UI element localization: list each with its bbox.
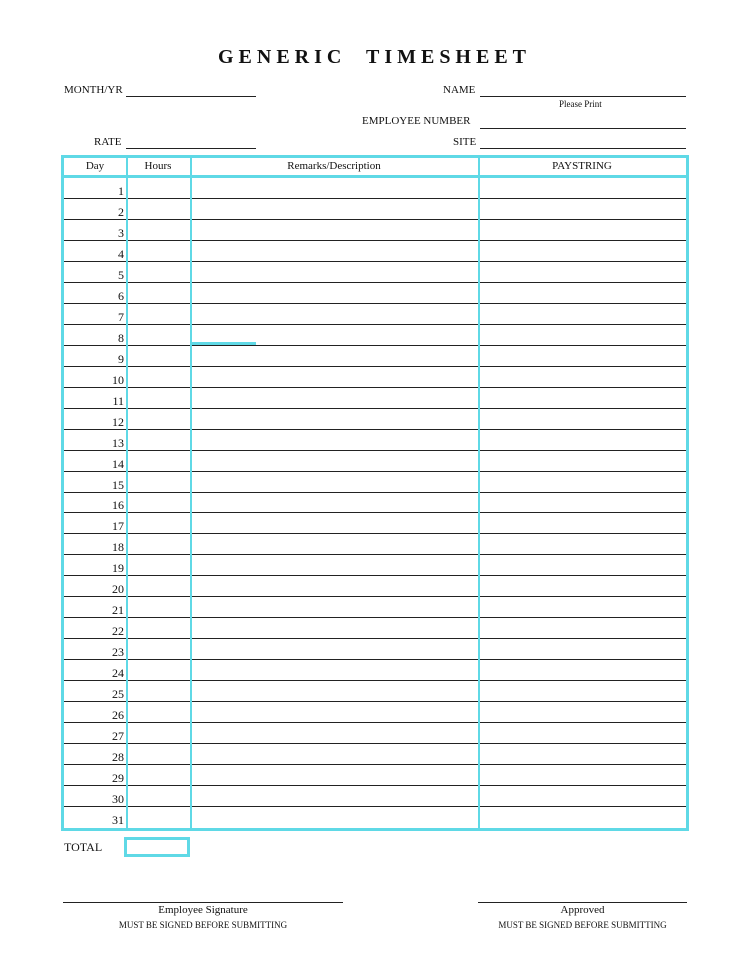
day-number: 16 bbox=[112, 498, 124, 513]
remarks-cell[interactable] bbox=[190, 513, 478, 533]
hours-cell[interactable] bbox=[126, 472, 190, 492]
approved-signature-line[interactable] bbox=[478, 902, 687, 903]
column-header-day: Day bbox=[85, 160, 105, 172]
remarks-cell[interactable] bbox=[190, 283, 478, 303]
table-row bbox=[64, 304, 686, 325]
paystring-cell[interactable] bbox=[478, 367, 686, 387]
remarks-cell[interactable] bbox=[190, 388, 478, 408]
day-number: 3 bbox=[118, 225, 124, 240]
hours-cell[interactable] bbox=[126, 744, 190, 764]
day-number: 24 bbox=[112, 666, 124, 681]
day-number: 26 bbox=[112, 708, 124, 723]
remarks-cell[interactable] bbox=[190, 639, 478, 659]
day-number: 25 bbox=[112, 687, 124, 702]
table-row bbox=[64, 660, 686, 681]
total-label: TOTAL bbox=[64, 840, 103, 854]
day-number: 17 bbox=[112, 519, 124, 534]
hours-cell[interactable] bbox=[126, 786, 190, 806]
table-header bbox=[64, 158, 686, 178]
day-number: 14 bbox=[112, 456, 124, 471]
hours-cell[interactable] bbox=[126, 660, 190, 680]
column-header-remarks: Remarks/Description bbox=[287, 160, 381, 172]
hours-cell[interactable] bbox=[126, 723, 190, 743]
hours-cell[interactable] bbox=[126, 807, 190, 828]
accent-mark bbox=[192, 342, 256, 345]
remarks-cell[interactable] bbox=[190, 786, 478, 806]
day-number: 21 bbox=[112, 603, 124, 618]
paystring-cell[interactable] bbox=[478, 597, 686, 617]
paystring-cell[interactable] bbox=[478, 430, 686, 450]
hours-cell[interactable] bbox=[126, 702, 190, 722]
table-row bbox=[64, 681, 686, 702]
employee-signature-line[interactable] bbox=[63, 902, 343, 903]
hours-cell[interactable] bbox=[126, 555, 190, 575]
name-label: NAME bbox=[443, 84, 476, 96]
hours-cell[interactable] bbox=[126, 597, 190, 617]
month-yr-label: MONTH/YR bbox=[64, 84, 123, 96]
site-label: SITE bbox=[453, 136, 477, 148]
approved-note: MUST BE SIGNED BEFORE SUBMITTING bbox=[498, 920, 667, 930]
table-row bbox=[64, 744, 686, 765]
remarks-cell[interactable] bbox=[190, 660, 478, 680]
rate-label: RATE bbox=[94, 136, 122, 148]
remarks-cell[interactable] bbox=[190, 451, 478, 471]
day-number: 15 bbox=[112, 477, 124, 492]
hours-cell[interactable] bbox=[126, 388, 190, 408]
day-number: 2 bbox=[118, 204, 124, 219]
table-row bbox=[64, 283, 686, 304]
remarks-cell[interactable] bbox=[190, 576, 478, 596]
paystring-cell[interactable] bbox=[478, 409, 686, 429]
day-number: 5 bbox=[118, 267, 124, 282]
paystring-cell[interactable] bbox=[478, 807, 686, 828]
day-number: 22 bbox=[112, 624, 124, 639]
column-header-paystring: PAYSTRING bbox=[552, 160, 612, 172]
remarks-cell[interactable] bbox=[190, 430, 478, 450]
table-row bbox=[64, 807, 686, 828]
day-number: 28 bbox=[112, 750, 124, 765]
paystring-cell[interactable] bbox=[478, 513, 686, 533]
table-row bbox=[64, 199, 686, 220]
remarks-cell[interactable] bbox=[190, 220, 478, 240]
table-row bbox=[64, 639, 686, 660]
table-row bbox=[64, 534, 686, 555]
paystring-cell[interactable] bbox=[478, 639, 686, 659]
remarks-cell[interactable] bbox=[190, 346, 478, 366]
day-number: 31 bbox=[112, 812, 124, 827]
remarks-cell[interactable] bbox=[190, 681, 478, 701]
hours-cell[interactable] bbox=[126, 513, 190, 533]
paystring-cell[interactable] bbox=[478, 388, 686, 408]
remarks-cell[interactable] bbox=[190, 262, 478, 282]
hours-cell[interactable] bbox=[126, 765, 190, 785]
hours-cell[interactable] bbox=[126, 618, 190, 638]
hours-cell[interactable] bbox=[126, 262, 190, 282]
paystring-cell[interactable] bbox=[478, 241, 686, 261]
day-number: 8 bbox=[118, 330, 124, 345]
remarks-cell[interactable] bbox=[190, 555, 478, 575]
remarks-cell[interactable] bbox=[190, 618, 478, 638]
paystring-cell[interactable] bbox=[478, 765, 686, 785]
table-row bbox=[64, 262, 686, 283]
table-row bbox=[64, 325, 686, 346]
table-row bbox=[64, 409, 686, 430]
please-print-note: Please Print bbox=[559, 99, 602, 109]
day-number: 20 bbox=[112, 582, 124, 597]
remarks-cell[interactable] bbox=[190, 702, 478, 722]
day-number: 23 bbox=[112, 645, 124, 660]
day-number: 9 bbox=[118, 351, 124, 366]
remarks-cell[interactable] bbox=[190, 807, 478, 828]
remarks-cell[interactable] bbox=[190, 472, 478, 492]
name-field[interactable] bbox=[480, 96, 686, 97]
timesheet-table bbox=[61, 155, 689, 831]
hours-cell[interactable] bbox=[126, 283, 190, 303]
paystring-cell[interactable] bbox=[478, 262, 686, 282]
rate-field[interactable] bbox=[126, 148, 256, 149]
table-row bbox=[64, 576, 686, 597]
table-row bbox=[64, 472, 686, 493]
table-row bbox=[64, 765, 686, 786]
paystring-cell[interactable] bbox=[478, 555, 686, 575]
day-number: 13 bbox=[112, 435, 124, 450]
hours-cell[interactable] bbox=[126, 576, 190, 596]
hours-cell[interactable] bbox=[126, 430, 190, 450]
hours-cell[interactable] bbox=[126, 346, 190, 366]
paystring-cell[interactable] bbox=[478, 304, 686, 324]
table-row bbox=[64, 367, 686, 388]
day-number: 18 bbox=[112, 540, 124, 555]
hours-cell[interactable] bbox=[126, 325, 190, 345]
hours-cell[interactable] bbox=[126, 178, 190, 198]
remarks-cell[interactable] bbox=[190, 409, 478, 429]
day-number: 27 bbox=[112, 729, 124, 744]
table-row bbox=[64, 702, 686, 723]
column-divider bbox=[478, 158, 480, 828]
table-row bbox=[64, 178, 686, 199]
paystring-cell[interactable] bbox=[478, 702, 686, 722]
hours-cell[interactable] bbox=[126, 220, 190, 240]
table-row bbox=[64, 597, 686, 618]
remarks-cell[interactable] bbox=[190, 493, 478, 513]
day-number: 30 bbox=[112, 792, 124, 807]
hours-cell[interactable] bbox=[126, 639, 190, 659]
employee-signature-label: Employee Signature bbox=[158, 904, 248, 916]
employee-number-field[interactable] bbox=[480, 128, 686, 129]
column-divider bbox=[126, 158, 128, 828]
hours-cell[interactable] bbox=[126, 534, 190, 554]
paystring-cell[interactable] bbox=[478, 534, 686, 554]
remarks-cell[interactable] bbox=[190, 304, 478, 324]
page-title: GENERIC TIMESHEET bbox=[217, 46, 532, 68]
remarks-cell[interactable] bbox=[190, 199, 478, 219]
remarks-cell[interactable] bbox=[190, 178, 478, 198]
table-row bbox=[64, 618, 686, 639]
hours-cell[interactable] bbox=[126, 241, 190, 261]
table-row bbox=[64, 786, 686, 807]
paystring-cell[interactable] bbox=[478, 786, 686, 806]
day-number: 4 bbox=[118, 246, 124, 261]
table-row bbox=[64, 723, 686, 744]
hours-cell[interactable] bbox=[126, 367, 190, 387]
hours-cell[interactable] bbox=[126, 199, 190, 219]
table-row bbox=[64, 555, 686, 576]
remarks-cell[interactable] bbox=[190, 367, 478, 387]
total-field[interactable] bbox=[124, 837, 190, 857]
column-header-hours: Hours bbox=[144, 160, 172, 172]
column-divider bbox=[190, 158, 192, 828]
remarks-cell[interactable] bbox=[190, 241, 478, 261]
employee-signature-note: MUST BE SIGNED BEFORE SUBMITTING bbox=[118, 920, 288, 930]
hours-cell[interactable] bbox=[126, 493, 190, 513]
table-body bbox=[64, 178, 686, 828]
remarks-cell[interactable] bbox=[190, 597, 478, 617]
hours-cell[interactable] bbox=[126, 409, 190, 429]
hours-cell[interactable] bbox=[126, 304, 190, 324]
month-yr-field[interactable] bbox=[126, 96, 256, 97]
table-row bbox=[64, 513, 686, 534]
paystring-cell[interactable] bbox=[478, 283, 686, 303]
day-number: 11 bbox=[112, 393, 124, 408]
paystring-cell[interactable] bbox=[478, 576, 686, 596]
paystring-cell[interactable] bbox=[478, 660, 686, 680]
paystring-cell[interactable] bbox=[478, 681, 686, 701]
paystring-cell[interactable] bbox=[478, 346, 686, 366]
approved-label: Approved bbox=[560, 904, 605, 916]
table-row bbox=[64, 451, 686, 472]
day-number: 6 bbox=[118, 288, 124, 303]
day-number: 10 bbox=[112, 372, 124, 387]
paystring-cell[interactable] bbox=[478, 618, 686, 638]
day-number: 1 bbox=[118, 183, 124, 198]
table-row bbox=[64, 430, 686, 451]
paystring-cell[interactable] bbox=[478, 472, 686, 492]
hours-cell[interactable] bbox=[126, 451, 190, 471]
paystring-cell[interactable] bbox=[478, 199, 686, 219]
table-row bbox=[64, 388, 686, 409]
table-row bbox=[64, 241, 686, 262]
paystring-cell[interactable] bbox=[478, 178, 686, 198]
day-number: 29 bbox=[112, 771, 124, 786]
day-number: 19 bbox=[112, 561, 124, 576]
hours-cell[interactable] bbox=[126, 681, 190, 701]
remarks-cell[interactable] bbox=[190, 744, 478, 764]
day-number: 7 bbox=[118, 309, 124, 324]
paystring-cell[interactable] bbox=[478, 451, 686, 471]
site-field[interactable] bbox=[480, 148, 686, 149]
remarks-cell[interactable] bbox=[190, 765, 478, 785]
remarks-cell[interactable] bbox=[190, 534, 478, 554]
paystring-cell[interactable] bbox=[478, 493, 686, 513]
paystring-cell[interactable] bbox=[478, 325, 686, 345]
table-row bbox=[64, 346, 686, 367]
employee-number-label: EMPLOYEE NUMBER bbox=[362, 115, 471, 127]
paystring-cell[interactable] bbox=[478, 723, 686, 743]
table-row bbox=[64, 220, 686, 241]
paystring-cell[interactable] bbox=[478, 744, 686, 764]
table-row bbox=[64, 493, 686, 514]
paystring-cell[interactable] bbox=[478, 220, 686, 240]
remarks-cell[interactable] bbox=[190, 723, 478, 743]
day-number: 12 bbox=[112, 414, 124, 429]
